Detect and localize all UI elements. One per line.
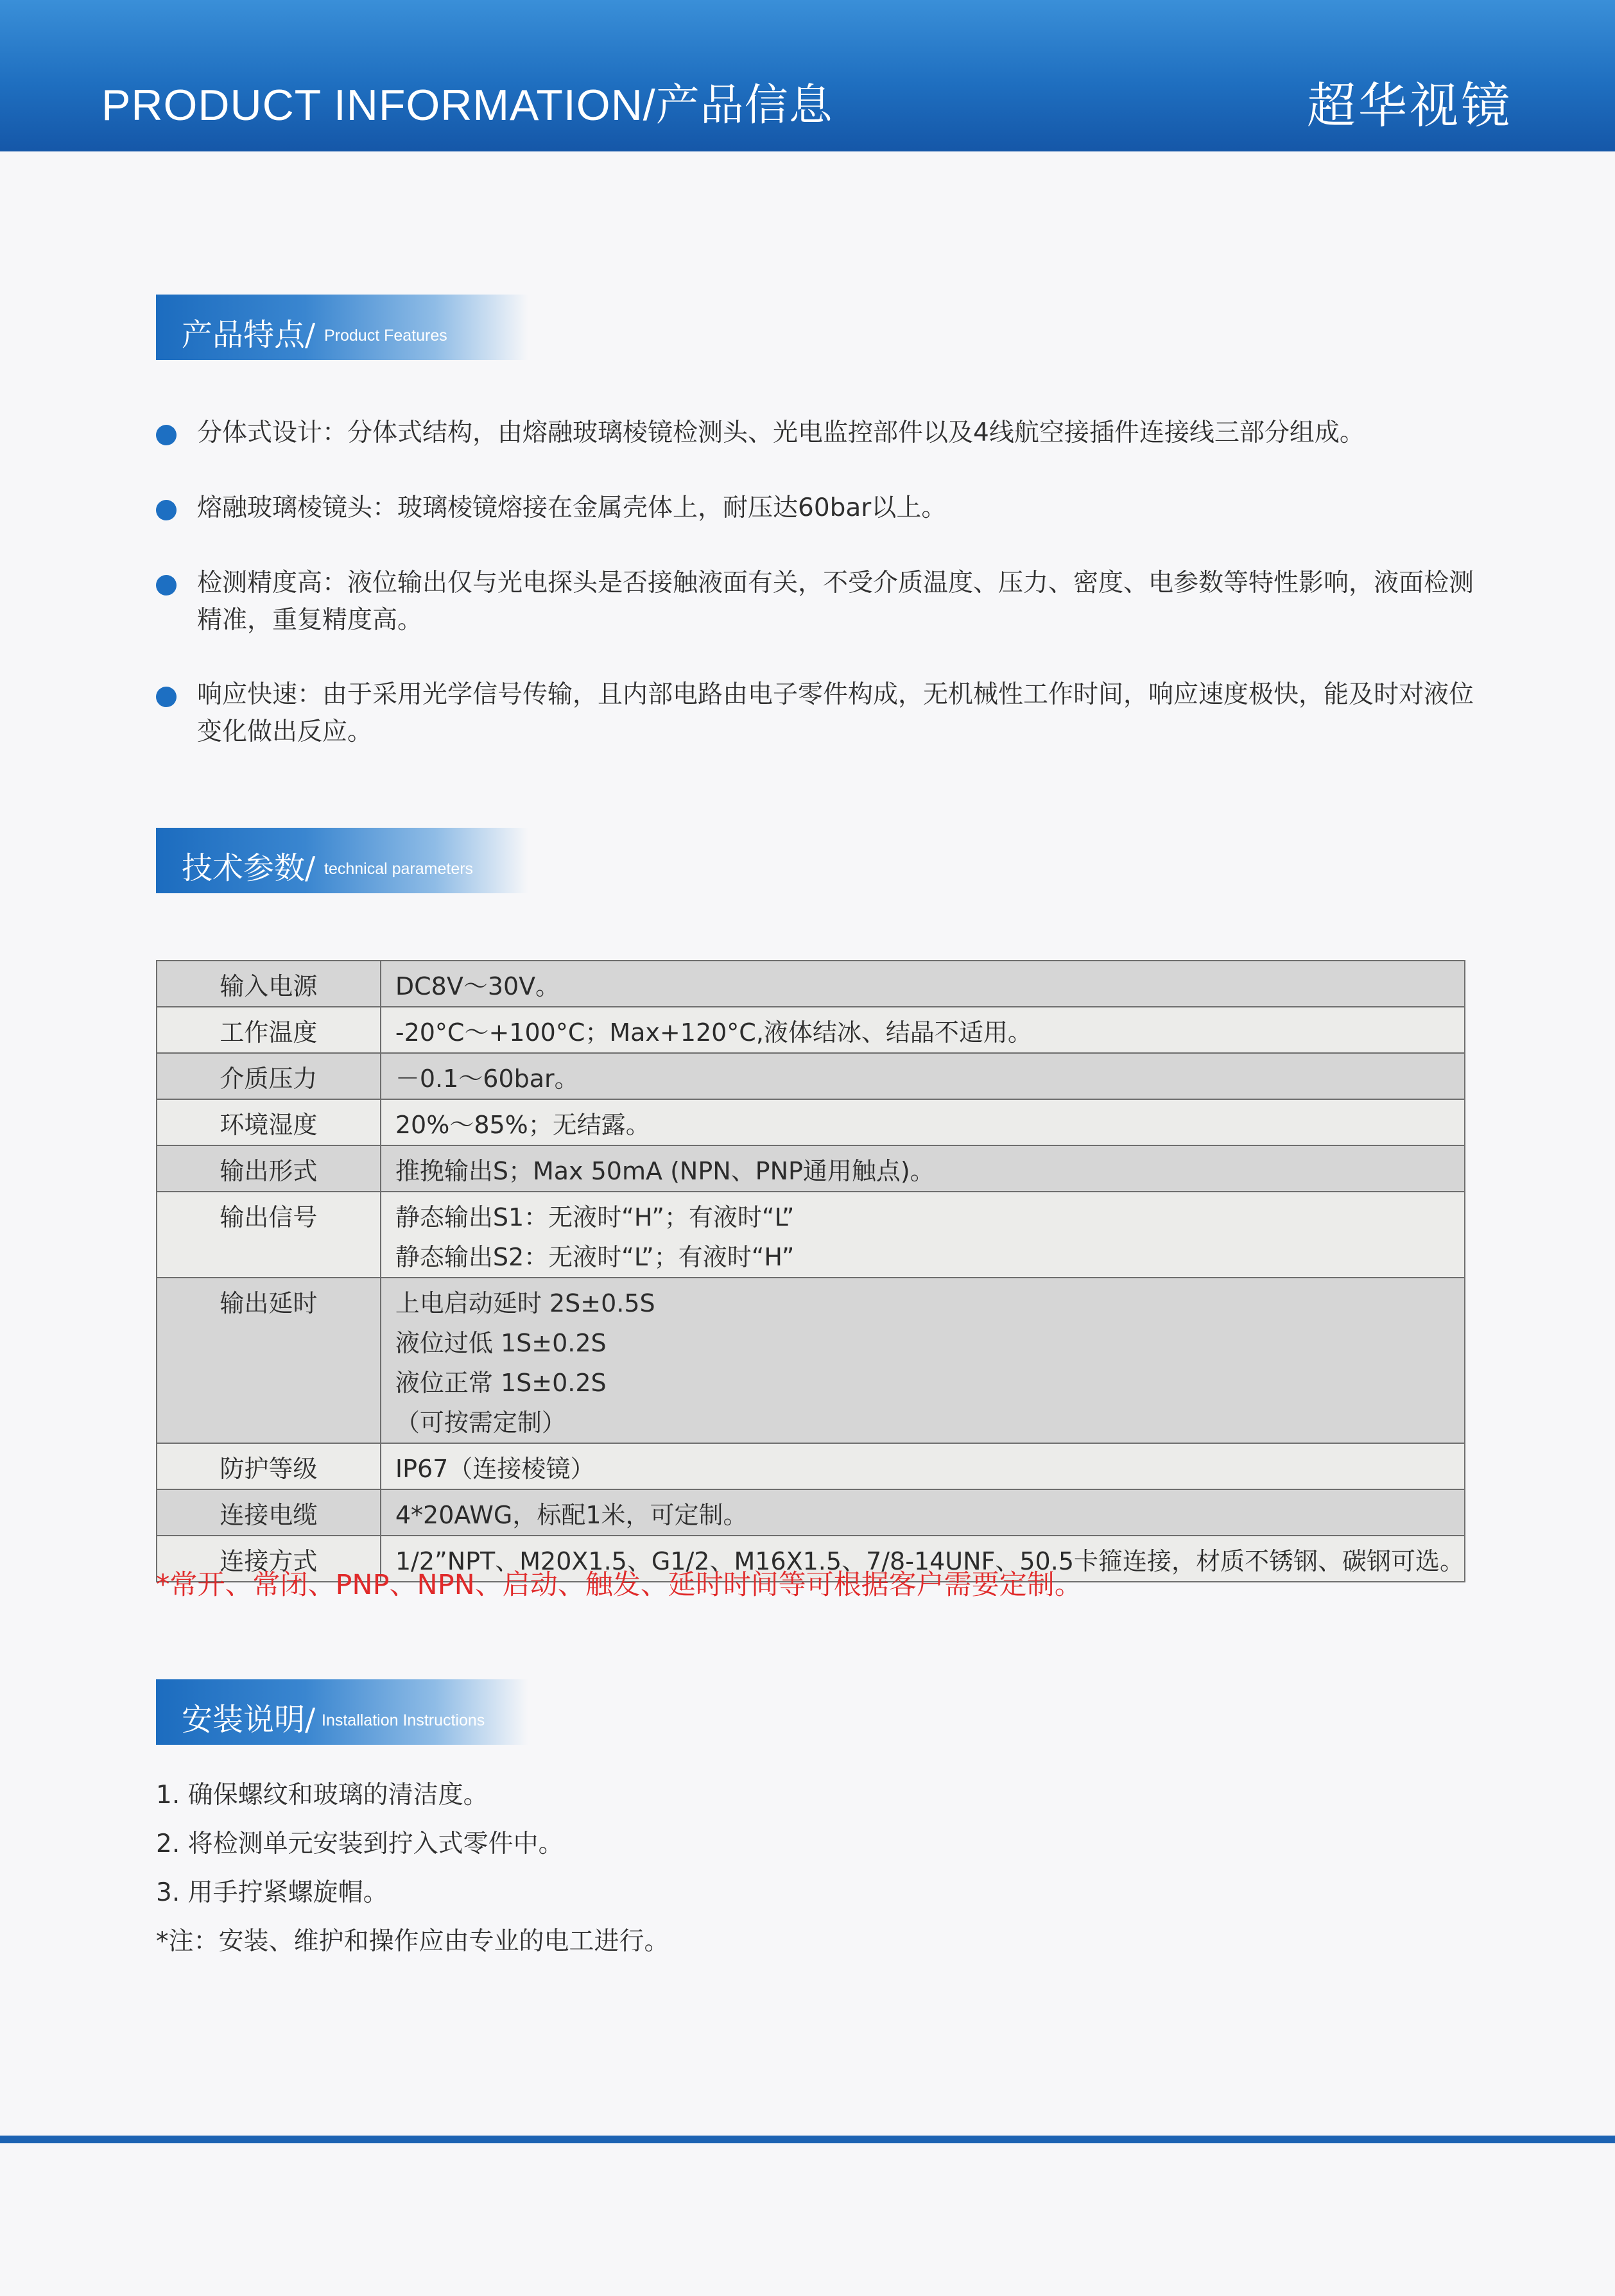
param-value-line: -20°C～+100°C；Max+120°C,液体结冰、结晶不适用。 — [395, 1018, 1032, 1047]
param-key: 介质压力 — [157, 1053, 381, 1099]
feature-text: 响应快速：由于采用光学信号传输，且内部电路由电子零件构成，无机械性工作时间，响应速度极快，能及时对液位变化做出反应。 — [197, 680, 1474, 746]
param-value-line: －0.1～60bar。 — [395, 1065, 579, 1093]
param-key: 连接方式 — [157, 1536, 381, 1582]
param-value-line: 推挽输出S；Max 50mA (NPN、PNP通用触点)。 — [395, 1157, 935, 1185]
footer-divider — [0, 2136, 1615, 2143]
param-value — [381, 1007, 1465, 1053]
bullet-icon — [156, 425, 177, 445]
param-value — [381, 1145, 1465, 1192]
param-key: 输出信号 — [157, 1192, 381, 1278]
param-value-line: 静态输出S1：无液时“H”；有液时“L” — [395, 1203, 795, 1231]
param-value — [381, 961, 1465, 1007]
feature-text: 熔融玻璃棱镜头：玻璃棱镜熔接在金属壳体上，耐压达60bar以上。 — [197, 493, 947, 522]
param-key: 环境湿度 — [157, 1099, 381, 1145]
install-step: 2. 将检测单元安装到拧入式零件中。 — [156, 1829, 564, 1858]
param-value — [381, 1053, 1465, 1099]
param-value-line: IP67（连接棱镜） — [395, 1455, 595, 1483]
section-heading-features — [156, 295, 528, 360]
param-key: 输入电源 — [157, 961, 381, 1007]
param-value — [381, 1099, 1465, 1145]
param-value — [381, 1443, 1465, 1489]
param-key: 输出形式 — [157, 1145, 381, 1192]
table-row — [157, 961, 1465, 1007]
install-note: *注：安装、维护和操作应由专业的电工进行。 — [156, 1927, 669, 1956]
params-table — [156, 960, 1465, 1582]
page-header — [0, 0, 1615, 151]
install-step: 1. 确保螺纹和玻璃的清洁度。 — [156, 1781, 488, 1810]
param-key: 工作温度 — [157, 1007, 381, 1053]
install-step: 3. 用手拧紧螺旋帽。 — [156, 1878, 388, 1907]
param-value-line: 20%～85%；无结露。 — [395, 1111, 650, 1139]
param-key: 输出延时 — [157, 1278, 381, 1443]
param-value-line: （可按需定制） — [395, 1409, 566, 1437]
table-row — [157, 1443, 1465, 1489]
header-title: PRODUCT INFORMATION/产品信息 — [101, 81, 833, 130]
param-value-line: 液位正常 1S±0.2S — [395, 1369, 607, 1397]
table-row — [157, 1053, 1465, 1099]
section-heading-en: Installation Instructions — [322, 1711, 485, 1729]
customization-note: *常开、常闭、PNP、NPN、启动、触发、延时时间等可根据客户需要定制。 — [156, 1569, 1082, 1601]
bullet-icon — [156, 687, 177, 707]
param-value-line: 4*20AWG，标配1米，可定制。 — [395, 1501, 748, 1529]
brand-name: 超华视镜 — [1307, 77, 1512, 134]
param-value-line: 1/2”NPT、M20X1.5、G1/2、M16X1.5、7/8-14UNF、50.5卡箍连接，材质不锈钢、碳钢可选。 — [395, 1547, 1464, 1575]
table-row — [157, 1007, 1465, 1053]
table-row — [157, 1489, 1465, 1536]
section-heading-zh: 产品特点/ — [182, 317, 316, 353]
table-row — [157, 1099, 1465, 1145]
param-value-line: DC8V～30V。 — [395, 972, 560, 1000]
section-heading-en: technical parameters — [324, 860, 474, 878]
bullet-icon — [156, 500, 177, 520]
section-heading-install — [156, 1679, 528, 1745]
param-value — [381, 1278, 1465, 1443]
section-heading-en: Product Features — [324, 327, 447, 345]
feature-text: 分体式设计：分体式结构，由熔融玻璃棱镜检测头、光电监控部件以及4线航空接插件连接线三部分组成。 — [197, 418, 1365, 447]
param-value-line: 静态输出S2：无液时“L”；有液时“H” — [395, 1243, 795, 1271]
table-row — [157, 1278, 1465, 1443]
table-row — [157, 1145, 1465, 1192]
param-value-line: 液位过低 1S±0.2S — [395, 1329, 607, 1357]
bullet-icon — [156, 575, 177, 595]
param-value — [381, 1192, 1465, 1278]
param-key: 防护等级 — [157, 1443, 381, 1489]
section-heading-zh: 技术参数/ — [182, 850, 316, 886]
param-value — [381, 1489, 1465, 1536]
section-heading-zh: 安装说明/ — [182, 1702, 316, 1738]
table-row — [157, 1192, 1465, 1278]
section-heading-params — [156, 828, 528, 893]
param-key: 连接电缆 — [157, 1489, 381, 1536]
param-value-line: 上电启动延时 2S±0.5S — [395, 1289, 655, 1317]
feature-text: 检测精度高：液位输出仅与光电探头是否接触液面有关，不受介质温度、压力、密度、电参数等特性影响，液面检测精准，重复精度高。 — [197, 569, 1474, 635]
